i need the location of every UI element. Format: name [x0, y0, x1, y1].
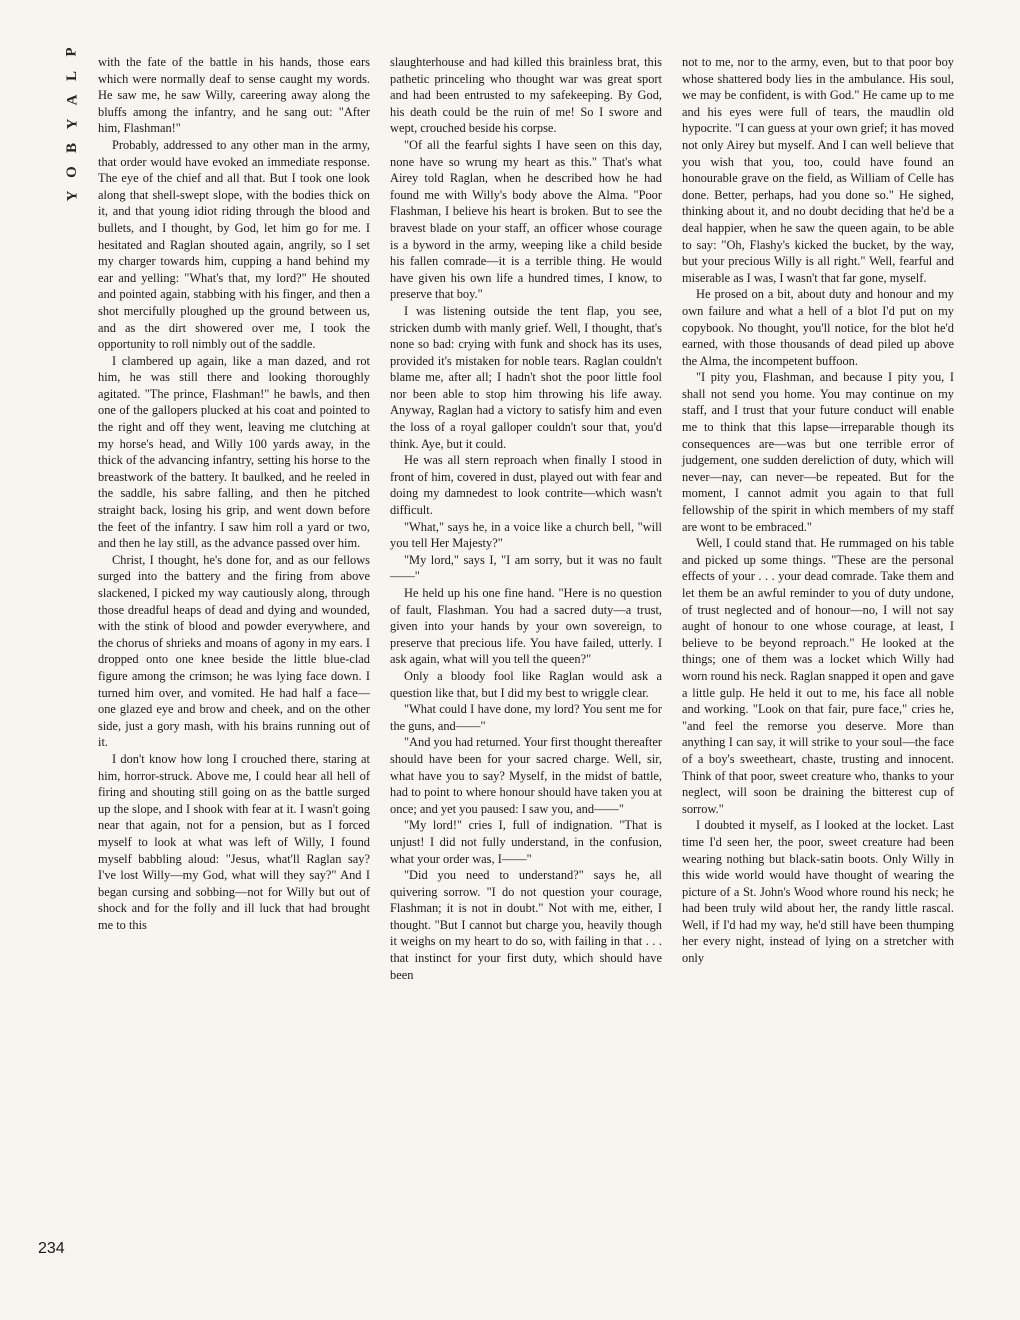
- paragraph: "My lord!" cries I, full of indignation. "That is unjust! I did not fully understand, in the confusion, what your order was, I——": [390, 818, 662, 866]
- paragraph: I was listening outside the tent flap, you see, stricken dumb with manly grief. Well, I thought, that's none so bad: crying with funk and shock has its uses, provided it's mistaken for noble tears. Raglan couldn't blame me, after all; I hadn't shot the poor little fool nor been able to stop him throwing his life away. Anyway, Raglan had a victory to satisfy him and even the loss of a royal galloper couldn't sour that, you'd think. Aye, but it could.: [390, 303, 662, 451]
- paragraph: "What could I have done, my lord? You sent me for the guns, and——": [390, 702, 662, 733]
- running-head: [58, 44, 86, 204]
- paragraph: "My lord," says I, "I am sorry, but it was no fault——": [390, 552, 662, 584]
- paragraph: I clambered up again, like a man dazed, and rot him, he was still there and looking thoroughly agitated. "The prince, Flashman!" he bawls, and then one of the gallopers plucked at his coat and pointed to the right and off they went, leaving me clutching at my horse's head, and Willy 100 yards away, in the thick of the advancing infantry, setting his horse to the breastwork of the battery. It baulked, and he reeled in the saddle, his sabre falling, and then he pitched straight back, losing his grip, and went down before the feet of the infantry. I saw him roll a yard or two, and then he lay still, as the advance passed over him.: [98, 353, 370, 551]
- running-head-letter: L: [63, 70, 80, 82]
- running-head-letter: O: [63, 166, 80, 178]
- paragraph: "I pity you, Flashman, and because I pity you, I shall not send you home. You may continue on my staff, and I trust that your future conduct will enable me to think that this lapse—irreparable though its consequences are—was but one terrible error of judgement, one sudden dereliction of duty, which will never—nay, can never—be repeated. But for the moment, I cannot admit you again to that full fellowship of the spirit in which members of my staff are wont to be embraced.": [682, 370, 954, 534]
- text-column-1: [98, 54, 370, 933]
- paragraph: Only a bloody fool like Raglan would ask a question like that, but I did my best to wriggle clear.: [390, 668, 662, 700]
- text-column-2: [390, 54, 662, 983]
- paragraph: He was all stern reproach when finally I stood in front of him, covered in dust, played out with fear and doing my damnedest to look contrite—which wasn't difficult.: [390, 453, 662, 518]
- paragraph: "Of all the fearful sights I have seen on this day, none have so wrung my heart as this." That's what Airey told Raglan, when he described how he had found me with Willy's body above the Alma. "Poor Flashman, I believe his heart is broken. But to see the bravest blade on your staff, an officer whose courage is a byword in the army, weeping like a child beside his fallen comrade—it is a terrible thing. He would have given his own life a hundred times, I know, to preserve that boy.": [390, 137, 662, 302]
- text-column-3: [682, 54, 954, 967]
- running-head-letter: A: [64, 94, 80, 106]
- paragraph: Well, I could stand that. He rummaged on his table and picked up some things. "These are the personal effects of your . . . your dead comrade. Take them and let them be an awful reminder to you of duty undone, of trust neglected and of honour—no, I will not say aught of honour to one whose courage, at least, I believe to be beyond reproach." He looked at the things; one of them was a locket which Willy had worn round his neck. Raglan snapped it open and gave a little gulp. He held it out to me, his face all noble and working. "Look on that fair, pure face," cries he, "and feel the remorse you deserve. More than anything I can say, it will strike to your soul—the face of a boy's sweetheart, chaste, trusting and innocent. Think of that poor, sweet creature who, thanks to your neglect, will soon be draining the bitterest cup of sorrow.": [682, 536, 954, 816]
- running-head-letter: P: [63, 47, 80, 57]
- paragraph: I doubted it myself, as I looked at the locket. Last time I'd seen her, the poor, sweet creature had been wearing nothing but black-satin boots. Only Willy in this wide world would have thought of wearing the picture of a St. John's Wood whore round his neck; he had been truly wild about her, the randy little rascal. Well, if I'd had my way, he'd still have been thumping her every night, instead of lying on a stretcher with only: [682, 818, 954, 966]
- paragraph: "Did you need to understand?" says he, all quivering sorrow. "I do not question your courage, Flashman; it is not in doubt." Not with me, either, I thought. "But I cannot but charge you, heavily though it weighs on my heart to do so, with failing in that . . . that instinct for your first duty, which should have been: [390, 868, 662, 982]
- paragraph: slaughterhouse and had killed this brainless brat, this pathetic princeling who thought war was great sport and had been entrusted to my safekeeping. By God, his death could be the ruin of me! So I swore and wept, crouched beside his corpse.: [390, 55, 662, 136]
- paragraph: He held up his one fine hand. "Here is no question of fault, Flashman. You had a sacred duty—a trust, given into your hands by your own sovereign, to preserve that precious life. You have failed, utterly. I ask again, what will you tell the queen?": [390, 586, 662, 667]
- running-head-letter: Y: [64, 118, 80, 130]
- paragraph: "What," says he, in a voice like a church bell, "will you tell Her Majesty?": [390, 519, 662, 551]
- page-number: 234: [38, 1240, 65, 1257]
- running-head-letter: Y: [64, 190, 80, 202]
- paragraph: Christ, I thought, he's done for, and as our fellows surged into the battery and the firing from above slackened, I picked my way cautiously along, through those dreadful heaps of dead and dying and wounded, with the stink of blood and powder everywhere, and the chorus of shrieks and moans of agony in my ears. I dropped onto one knee beside the little blue-clad figure among the crimson; he was lying face down. I turned him over, and vomited. He had half a face—one glazed eye and brow and cheek, and on the other side, just a gory mash, with his brains running out of it.: [98, 552, 370, 750]
- running-head-letter: B: [63, 142, 80, 154]
- paragraph: He prosed on a bit, about duty and honour and my own failure and what a hell of a blot I'd put on my copybook. No thought, you'll notice, for the blot he'd earned, with those thousands of dead piled up above the Alma, the incompetent buffoon.: [682, 287, 954, 368]
- paragraph: Probably, addressed to any other man in the army, that order would have evoked an immediate response. The eye of the chief and all that. But I took one look along that shell-swept slope, with the bodies thick on it, and that young idiot riding through the blood and bullets, and I thought, by God, let him go for me. I hesitated and Raglan shouted again, angrily, so I set my charger towards him, cupping a hand behind my ear and yelling: "What's that, my lord?" He shouted and pointed again, stabbing with his finger, and then a shot mercifully ploughed up the ground between us, and as the dirt showered over me, I took the opportunity to roll nimbly out of the saddle.: [98, 137, 370, 352]
- paragraph: "And you had returned. Your first thought thereafter should have been for your sacred charge. Well, sir, what have you to say? Myself, in the midst of battle, had to point to where honour should have taken you at once; and yet you paused: I saw you, and——": [390, 735, 662, 816]
- paragraph: I don't know how long I crouched there, staring at him, horror-struck. Above me, I could hear all hell of firing and shouting still going on as the battle surged up the slope, and I shook with fear at it. I wasn't going near that again, not for a pension, but as I forced myself to look at what was left of Willy, I found myself babbling aloud: "Jesus, what'll Raglan say? I've lost Willy—my God, what will they say?" And I began cursing and sobbing—not for Willy but out of shock and for the folly and ill luck that had brought me to this: [98, 751, 370, 932]
- paragraph: not to me, nor to the army, even, but to that poor boy whose shattered body lies in the ambulance. His soul, we may be confident, is with God." He came up to me and his eyes were full of tears, the maudlin old hypocrite. "I can guess at your own grief; it has moved not only Airey but myself. And I can well believe that you wish that you, too, could have found an honourable grave on the field, as William of Celle has done. Better, perhaps, had you done so." He sighed, thinking about it, and no doubt deciding that he'd be a deal happier, when he saw the queen again, to be able to say: "Oh, Flashy's kicked the bucket, by the way, but your precious Willy is all right." Well, fearful and miserable as I was, I wasn't that far gone, myself.: [682, 55, 954, 285]
- paragraph: with the fate of the battle in his hands, those ears which were normally deaf to sense caught my words. He saw me, he saw Willy, careering away along the bluffs among the infantry, and he sang out: "After him, Flashman!": [98, 55, 370, 136]
